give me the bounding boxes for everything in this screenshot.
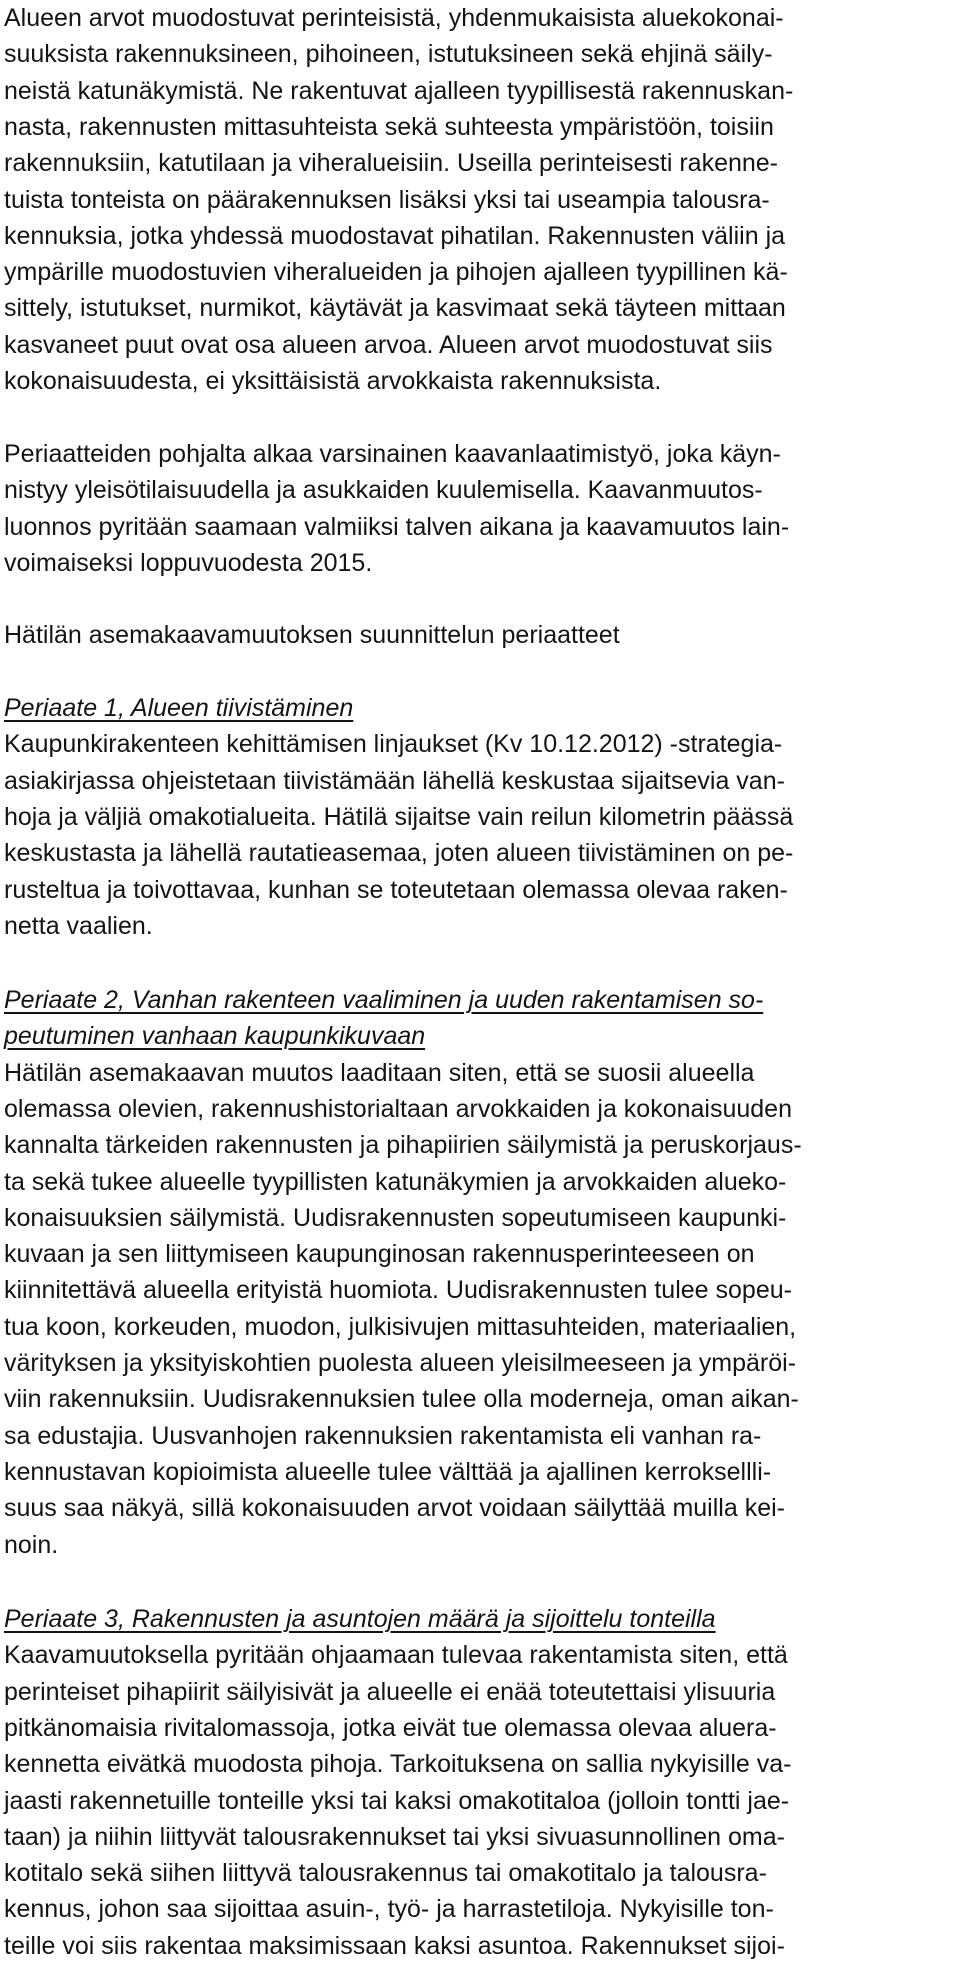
principle-3-line: Kaavamuutoksella pyritään ohjaamaan tulevaa rakentamista siten, että: [4, 1641, 788, 1670]
principle-1-title: Periaate 1, Alueen tiivistäminen: [4, 694, 354, 722]
principle-2-line: konaisuuksien säilymistä. Uudisrakennusten sopeutumiseen kaupunki-: [4, 1203, 787, 1232]
principle-3-line: kotitalo sekä siihen liittyvä talousrakennus tai omakotitalo ja talousra-: [4, 1859, 767, 1888]
intro-paragraph-line: kokonaisuudesta, ei yksittäisistä arvokkaista rakennuksista.: [4, 367, 662, 395]
principle-2-line: ta sekä tukee alueelle tyypillisten katunäkymien ja arvokkaiden alueko-: [4, 1167, 787, 1196]
principle-1-line: rusteltua ja toivottavaa, kunhan se toteutetaan olemassa olevaa raken-: [4, 875, 788, 904]
second-paragraph-line: voimaiseksi loppuvuodesta 2015.: [4, 548, 373, 577]
intro-paragraph-line: Alueen arvot muodostuvat perinteisistä, yhdenmukaisista aluekokonai-: [4, 4, 784, 32]
principle-3-line: jaasti rakennetuille tonteille yksi tai kaksi omakotitaloa (jolloin tontti jae-: [4, 1786, 790, 1815]
intro-paragraph-line: neistä katunäkymistä. Ne rakentuvat ajalleen tyypillisestä rakennuskan-: [4, 76, 794, 105]
intro-paragraph-line: tuista tonteista on päärakennuksen lisäksi yksi tai useampia talousra-: [4, 185, 770, 214]
intro-paragraph-line: kasvaneet puut ovat osa alueen arvoa. Alueen arvot muodostuvat siis: [4, 330, 773, 359]
principle-2-line: tua koon, korkeuden, muodon, julkisivujen mittasuhteiden, materiaalien,: [4, 1312, 797, 1341]
principle-2-line: viin rakennuksiin. Uudisrakennuksien tulee olla moderneja, oman aikan-: [4, 1385, 799, 1414]
intro-paragraph-line: nasta, rakennusten mittasuhteista sekä suhteesta ympäristöön, toisiin: [4, 112, 774, 141]
principle-1-line: asiakirjassa ohjeistetaan tiivistämään lähellä keskustaa sijaitsevia van-: [4, 766, 785, 795]
intro-paragraph-line: ympärille muodostuvien viheralueiden ja pihojen ajalleen tyypillinen kä-: [4, 258, 788, 287]
principle-1-line: netta vaalien.: [4, 911, 153, 940]
principle-2-line: kuvaan ja sen liittymiseen kaupunginosan rakennusperinteeseen on: [4, 1240, 755, 1269]
principle-2-line: kiinnitettävä alueella erityistä huomiota. Uudisrakennusten tulee sopeu-: [4, 1276, 792, 1305]
second-paragraph-line: Periaatteiden pohjalta alkaa varsinainen kaavanlaatimistyö, joka käyn-: [4, 440, 781, 468]
principle-1-line: hoja ja väljiä omakotialueita. Hätilä sijaitse vain reilun kilometrin päässä: [4, 802, 794, 831]
principle-3-line: kennetta eivätkä muodosta pihoja. Tarkoituksena on sallia nykyisille va-: [4, 1750, 792, 1779]
principle-2-line: värityksen ja yksityiskohtien puolesta alueen yleisilmeeseen ja ympäröi-: [4, 1349, 797, 1377]
second-paragraph-line: nistyy yleisötilaisuudella ja asukkaiden kuulemisella. Kaavanmuutos-: [4, 476, 763, 505]
principle-2-line: kannalta tärkeiden rakennusten ja pihapiirien säilymistä ja peruskorjaus-: [4, 1131, 802, 1160]
principle-3-line: pitkänomaisia rivitalomassoja, jotka eivät tue olemassa olevaa aluera-: [4, 1713, 777, 1742]
principle-3-line: teille voi siis rakentaa maksimissaan kaksi asuntoa. Rakennukset sijoi-: [4, 1931, 785, 1960]
principle-1-line: Kaupunkirakenteen kehittämisen linjaukset (Kv 10.12.2012) -strategia-: [4, 730, 783, 759]
principle-2-line: suus saa näkyä, sillä kokonaisuuden arvot voidaan säilyttää muilla kei-: [4, 1494, 785, 1523]
intro-paragraph-line: sittely, istutukset, nurmikot, käytävät ja kasvimaat sekä täyteen mittaan: [4, 294, 786, 323]
principle-2-line: kennustavan kopioimista alueelle tulee välttää ja ajallinen kerroksellli-: [4, 1457, 772, 1486]
principle-3-line: perinteiset pihapiirit säilyisivät ja alueelle ei enää toteutettaisi ylisuuria: [4, 1677, 776, 1706]
principle-2-title: Periaate 2, Vanhan rakenteen vaaliminen ja uuden rakentamisen so-: [4, 986, 764, 1014]
principle-3-line: taan) ja niihin liittyvät talousrakennukset tai yksi sivuasunnollinen oma-: [4, 1822, 785, 1851]
principle-3-title: Periaate 3, Rakennusten ja asuntojen määrä ja sijoittelu tonteilla: [4, 1605, 716, 1633]
principle-1-line: keskustasta ja lähellä rautatieasemaa, joten alueen tiivistäminen on pe-: [4, 839, 794, 868]
intro-paragraph-line: rakennuksiin, katutilaan ja viheralueisiin. Useilla perinteisesti rakenne-: [4, 149, 779, 178]
principle-2-line: olemassa olevien, rakennushistorialtaan arvokkaiden ja kokonaisuuden: [4, 1094, 792, 1123]
intro-paragraph-line: suuksista rakennuksineen, pihoineen, istutuksineen sekä ehjinä säily-: [4, 40, 773, 69]
principle-2-line: Hätilän asemakaavan muutos laaditaan siten, että se suosii alueella: [4, 1058, 755, 1087]
principle-2-title: peutuminen vanhaan kaupunkikuvaan: [4, 1022, 426, 1051]
section-heading: Hätilän asemakaavamuutoksen suunnittelun periaatteet: [4, 621, 620, 649]
principle-2-line: noin.: [4, 1530, 59, 1559]
second-paragraph-line: luonnos pyritään saamaan valmiiksi talven aikana ja kaavamuutos lain-: [4, 512, 790, 541]
principle-3-line: kennus, johon saa sijoittaa asuin-, työ- ja harrastetiloja. Nykyisille ton-: [4, 1895, 774, 1924]
principle-2-line: sa edustajia. Uusvanhojen rakennuksien rakentamista eli vanhan ra-: [4, 1421, 762, 1450]
intro-paragraph-line: kennuksia, jotka yhdessä muodostavat pihatilan. Rakennusten väliin ja: [4, 221, 786, 250]
